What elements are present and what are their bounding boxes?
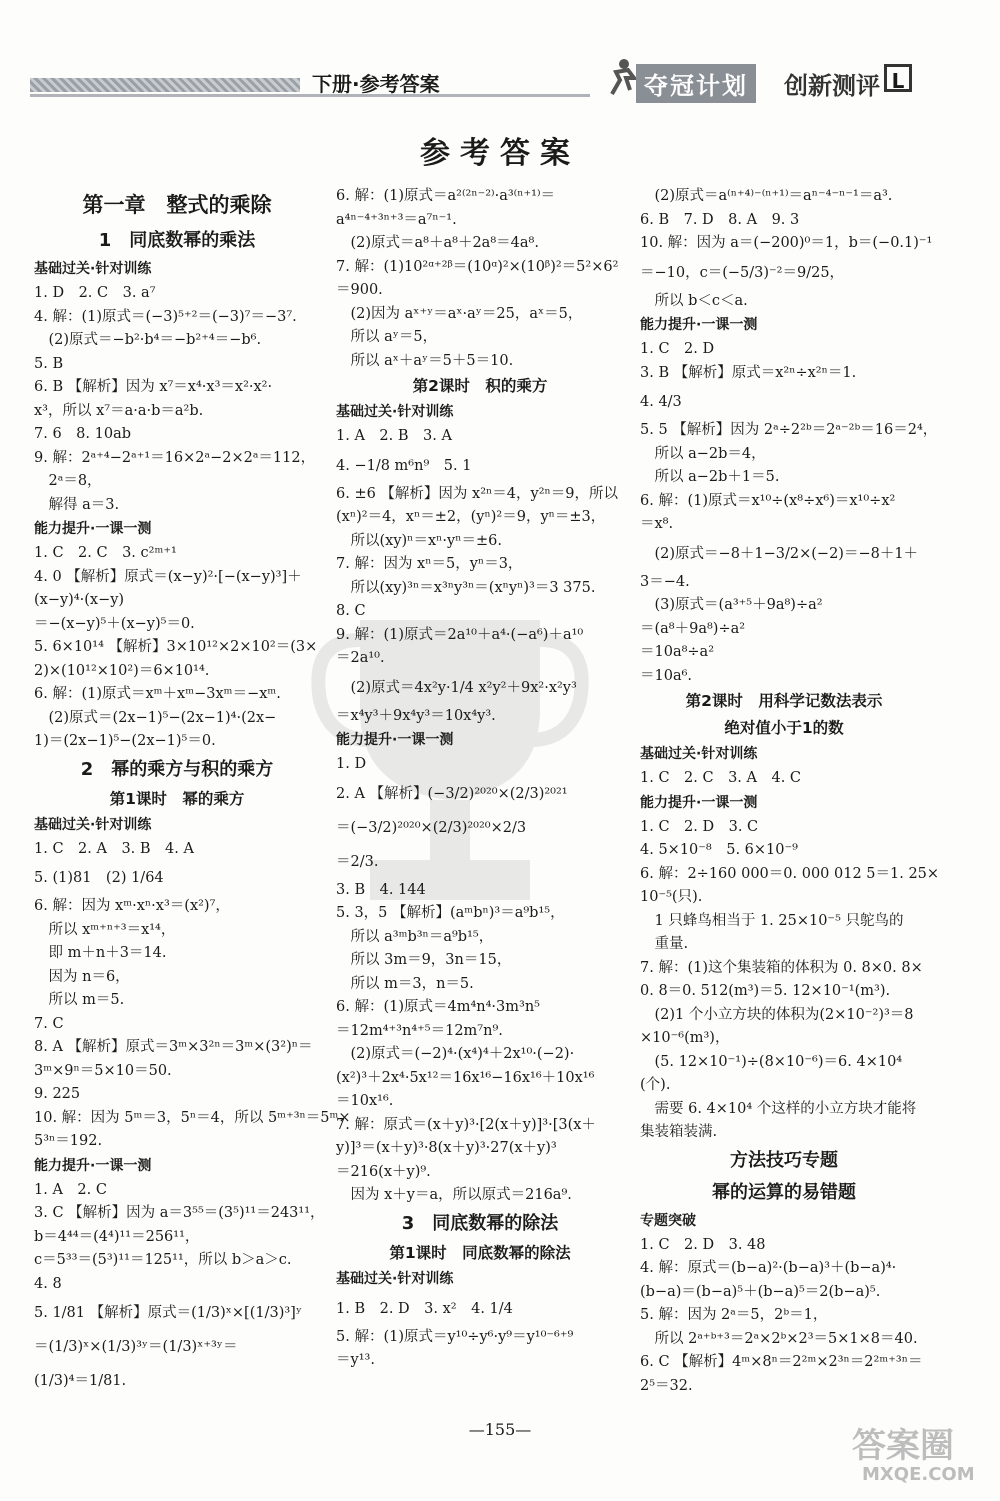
answer-line: ＝(−3/2)²⁰²⁰×(2/3)²⁰²⁰×2/3 xyxy=(336,819,527,836)
answer-line: 2)×(10¹²×10²)＝6×10¹⁴. xyxy=(34,662,210,679)
answer-line: 1. A 2. B 3. A xyxy=(336,428,452,444)
header-stripe xyxy=(30,78,300,92)
answer-line: (2)1 个小立方块的体积为(2×10⁻²)³＝8 xyxy=(640,1006,914,1023)
answer-line: 6. 解：(1)原式＝a²⁽²ⁿ⁻²⁾·a³⁽ⁿ⁺¹⁾＝ xyxy=(336,188,556,204)
answer-line: (2)原式＝a⁸＋a⁸＋2a⁸＝4a⁸. xyxy=(336,235,539,251)
answer-line: ＝x⁸. xyxy=(640,516,674,532)
section-heading: 2 幂的乘方与积的乘方 xyxy=(80,758,274,780)
section-heading: 幂的运算的易错题 xyxy=(712,1181,856,1203)
answer-line: 10. 解：因为 5ᵐ＝3，5ⁿ＝4，所以 5ᵐ⁺³ⁿ＝5ᵐ× xyxy=(34,1109,351,1126)
answer-column-3 xyxy=(640,185,940,1398)
answer-line: 2ᵃ＝8， xyxy=(34,473,102,489)
answer-line: 4. 解：原式＝(b−a)²·(b−a)³＋(b−a)⁴· xyxy=(640,1260,897,1276)
answer-line: (2)原式＝−8＋1−3/2×(−2)＝−8＋1＋ xyxy=(640,545,919,562)
answer-line: 8. C xyxy=(336,603,366,619)
answer-line: ＝2/3. xyxy=(336,853,379,870)
answer-line: 1)＝(2x−1)⁵−(2x−1)⁵＝0. xyxy=(34,733,216,749)
answer-line: 所以(xy)³ⁿ＝x³ⁿy³ⁿ＝(xⁿyⁿ)³＝3 375. xyxy=(336,579,596,596)
answer-line: 0. 8＝0. 512(m³)＝5. 12×10⁻¹(m³). xyxy=(640,983,891,999)
answer-line: 所以 a−2b＝4， xyxy=(640,445,766,462)
page-number: —155— xyxy=(468,1420,532,1439)
answer-line: 所以 m＝3，n＝5. xyxy=(336,975,474,992)
answer-line: 4. 0 【解析】原式＝(x−y)²·[−(x−y)³]＋ xyxy=(34,568,302,585)
section-heading: 第1课时 同底数幂的除法 xyxy=(389,1243,571,1262)
answer-line: (2)原式＝−b²·b⁴＝−b²⁺⁴＝−b⁶. xyxy=(34,332,262,348)
section-heading: 第2课时 积的乘方 xyxy=(412,377,548,395)
answer-line: (1/3)⁴＝1/81. xyxy=(34,1373,127,1389)
answer-line: 所以 2ᵃ⁺ᵇ⁺³＝2ᵃ×2ᵇ×2³＝5×1×8＝40. xyxy=(640,1330,918,1347)
answer-line: 3. B 4. 144 xyxy=(336,881,426,898)
answer-line: 6. 解：(1)原式＝xᵐ＋xᵐ−3xᵐ＝−xᵐ. xyxy=(34,686,281,702)
answer-line: 10⁻⁵(只). xyxy=(640,889,703,905)
answer-line: 2⁵＝32. xyxy=(640,1377,693,1394)
answer-line: 3＝−4. xyxy=(640,573,690,590)
answer-line: ＝x⁴y³＋9x⁴y³＝10x⁴y³. xyxy=(336,707,496,724)
section-heading: 第2课时 用科学记数法表示 xyxy=(685,692,883,710)
answer-line: ＝−(x−y)⁵＋(x−y)⁵＝0. xyxy=(34,615,195,632)
answer-line: 3ᵐ×9ⁿ＝5×10＝50. xyxy=(34,1062,172,1079)
answer-line: 1. D xyxy=(336,756,367,772)
answer-line: 7. 解：原式＝(x＋y)³·[2(x＋y)]³·[3(x＋ xyxy=(336,1116,596,1133)
answer-line: ＝2a¹⁰. xyxy=(336,650,385,666)
answer-line: 所以 a³ᵐb³ⁿ＝a⁹b¹⁵， xyxy=(336,928,494,945)
section-heading: 第一章 整式的乘除 xyxy=(82,193,272,217)
section-label: 能力提升·一课一测 xyxy=(640,794,758,811)
answer-line: 9. 225 xyxy=(34,1086,81,1102)
answer-line: (x²)³＋2x⁴·5x¹²＝16x¹⁶−16x¹⁶＋10x¹⁶ xyxy=(336,1069,595,1086)
answer-line: 1. C 2. C 3. c²ᵐ⁺¹ xyxy=(34,545,177,561)
answer-line: (2)原式＝4x²y·1/4 x²y²＋9x²·x²y³ xyxy=(336,679,577,696)
section-label: 基础过关·针对训练 xyxy=(640,746,758,762)
section-label: 能力提升·一课一测 xyxy=(336,732,454,748)
section-label: 能力提升·一课一测 xyxy=(34,1157,152,1174)
runner-icon xyxy=(606,58,638,96)
answer-line: 5. 1/81 【解析】原式＝(1/3)ˣ×[(1/3)³]ʸ xyxy=(34,1305,302,1321)
page-header xyxy=(0,0,1000,120)
answer-line: 6. ±6 【解析】因为 x²ⁿ＝4，y²ⁿ＝9，所以 xyxy=(336,485,619,502)
answer-line: 1. C 2. D 3. C xyxy=(640,818,759,835)
answer-line: 4. 8 xyxy=(34,1275,62,1292)
answer-line: 1. D 2. C 3. a⁷ xyxy=(34,285,156,301)
answer-line: 重量. xyxy=(640,936,689,952)
answer-line: (x−y)⁴·(x−y) xyxy=(34,592,125,608)
section-label: 基础过关·针对训练 xyxy=(336,1270,454,1287)
answer-line: 5. 6×10¹⁴ 【解析】3×10¹²×2×10²＝(3× xyxy=(34,639,318,655)
answer-line: 9. 解：2ᵃ⁺⁴−2ᵃ⁺¹＝16×2ᵃ−2×2ᵃ＝112， xyxy=(34,449,316,466)
answer-line: 4. 解：(1)原式＝(−3)⁵⁺²＝(−3)⁷＝−3⁷. xyxy=(34,308,297,325)
answer-line: ＝900. xyxy=(336,282,383,298)
answer-line: 1. C 2. D xyxy=(640,341,715,357)
answer-column-2 xyxy=(336,185,624,1373)
answer-line: 所以 a−2b＋1＝5. xyxy=(640,469,780,485)
header-rule xyxy=(30,94,590,97)
logo-subtitle: 创新测评 xyxy=(784,72,880,100)
answer-line: (5. 12×10⁻¹)÷(8×10⁻⁶)＝6. 4×10⁴ xyxy=(640,1053,903,1070)
brand-logo xyxy=(606,58,916,100)
answer-line: 5. (1)81 (2) 1/64 xyxy=(34,870,164,886)
answer-line: 所以 3m＝9，3n＝15， xyxy=(336,952,512,968)
answer-line: (b−a)＝(b−a)⁵＋(b−a)⁵＝2(b−a)⁵. xyxy=(640,1283,881,1300)
answer-line: ＝(a⁸＋9a⁸)÷a² xyxy=(640,620,746,637)
answer-line: 5. B xyxy=(34,355,64,372)
answer-line: 10. 解：因为 a＝(−200)⁰＝1，b＝(−0.1)⁻¹ xyxy=(640,235,933,251)
answer-line: (2)原式＝(2x−1)⁵−(2x−1)⁴·(2x− xyxy=(34,709,277,726)
answer-line: 解得 a＝3. xyxy=(34,496,120,513)
answer-line: 5. 5 【解析】因为 2ᵃ÷2²ᵇ＝2ᵃ⁻²ᵇ＝16＝2⁴， xyxy=(640,422,938,438)
answer-line: 6. 解：2÷160 000＝0. 000 012 5＝1. 25× xyxy=(640,865,940,882)
section-heading: 方法技巧专题 xyxy=(730,1149,838,1171)
watermark-url: MXQE.COM xyxy=(862,1464,975,1485)
answer-line: 所以 xᵐ⁺ⁿ⁺³＝x¹⁴， xyxy=(34,921,176,938)
answer-line: 因为 n＝6， xyxy=(34,968,130,985)
answer-line: ＝−10，c＝(−5/3)⁻²＝9/25， xyxy=(640,264,845,281)
section-heading: 1 同底数幂的乘法 xyxy=(98,230,256,251)
answer-line: 5. 3，5 【解析】(aᵐbⁿ)³＝a⁹b¹⁵， xyxy=(336,905,565,921)
answer-line: 1. C 2. C 3. A 4. C xyxy=(640,770,802,786)
answer-line: 需要 6. 4×10⁴ 个这样的小立方块才能将 xyxy=(640,1100,917,1117)
answer-line: 5. 解：因为 2ᵃ＝5，2ᵇ＝1， xyxy=(640,1307,828,1323)
answer-line: 集装箱装满. xyxy=(640,1124,718,1140)
answer-line: ＝10a⁶. xyxy=(640,667,693,684)
answer-line: 6. 解：(1)原式＝4m⁴n⁴·3m³n⁵ xyxy=(336,999,540,1015)
answer-line: (xⁿ)²＝4，xⁿ＝±2，(yⁿ)²＝9，yⁿ＝±3， xyxy=(336,509,606,525)
answer-line: 7. 解：(1)10²ᵅ⁺²ᵝ＝(10ᵅ)²×(10ᵝ)²＝5²×6² xyxy=(336,258,619,275)
answer-line: 因为 x＋y＝a，所以原式＝216a⁹. xyxy=(336,1187,572,1203)
answer-line: 4. −1/8 m⁶n⁹ 5. 1 xyxy=(336,457,472,474)
section-label: 基础过关·针对训练 xyxy=(336,404,454,420)
answer-line: 6. B 7. D 8. A 9. 3 xyxy=(640,211,800,228)
answer-line: 1. C 2. D 3. 48 xyxy=(640,1236,766,1253)
answer-line: b＝4⁴⁴＝(4⁴)¹¹＝256¹¹， xyxy=(34,1228,200,1245)
answer-line: 2. A 【解析】(−3/2)²⁰²⁰×(2/3)²⁰²¹ xyxy=(336,785,568,802)
page-title: 参考答案 xyxy=(420,136,580,171)
answer-line: 4. 5×10⁻⁸ 5. 6×10⁻⁹ xyxy=(640,842,798,858)
answer-line: 1. B 2. D 3. x² 4. 1/4 xyxy=(336,1300,513,1317)
section-label: 基础过关·针对训练 xyxy=(34,261,152,277)
answer-line: 9. 解：(1)原式＝2a¹⁰＋a⁴·(−a⁶)＋a¹⁰ xyxy=(336,626,584,643)
answer-line: 8. A 【解析】原式＝3ᵐ×3²ⁿ＝3ᵐ×(3²)ⁿ＝ xyxy=(34,1039,313,1055)
answer-line: a⁴ⁿ⁻⁴⁺³ⁿ⁺³＝a⁷ⁿ⁻¹. xyxy=(336,211,457,228)
answer-line: ×10⁻⁶(m³)， xyxy=(640,1030,730,1046)
logo-text: 夺冠计划 xyxy=(636,64,756,103)
answer-line: 7. 6 8. 10ab xyxy=(34,426,131,442)
section-label: 专题突破 xyxy=(640,1212,696,1229)
answer-line: 5³ⁿ＝192. xyxy=(34,1133,103,1149)
answer-line: 7. 解：(1)这个集装箱的体积为 0. 8×0. 8× xyxy=(640,959,923,976)
answer-line: ＝10a⁸÷a² xyxy=(640,644,715,660)
answer-line: 所以 b＜c＜a. xyxy=(640,292,748,309)
answer-line: 6. C 【解析】4ᵐ×8ⁿ＝2²ᵐ×2³ⁿ＝2²ᵐ⁺³ⁿ＝ xyxy=(640,1354,923,1370)
section-label: 基础过关·针对训练 xyxy=(34,816,152,833)
answer-line: ＝12m⁴⁺³n⁴⁺⁵＝12m⁷n⁹. xyxy=(336,1022,503,1039)
section-heading: 绝对值小于1的数 xyxy=(724,719,844,737)
answer-line: 6. 解：(1)原式＝x¹⁰÷(x⁸÷x⁶)＝x¹⁰÷x² xyxy=(640,492,896,509)
answer-line: 5. 解：(1)原式＝y¹⁰÷y⁶·y⁹＝y¹⁰⁻⁶⁺⁹ xyxy=(336,1328,574,1345)
section-label: 能力提升·一课一测 xyxy=(34,521,152,537)
watermark-title: 答案圈 xyxy=(852,1426,954,1466)
answer-line: (2)原式＝(−2)⁴·(x⁴)⁴＋2x¹⁰·(−2)· xyxy=(336,1046,575,1062)
section-label: 能力提升·一课一测 xyxy=(640,317,758,333)
answer-line: 所以 aˣ＋aʸ＝5＋5＝10. xyxy=(336,352,514,369)
answer-line: 1. A 2. C xyxy=(34,1181,107,1198)
answer-line: c＝5³³＝(5³)¹¹＝125¹¹，所以 b＞a＞c. xyxy=(34,1252,292,1268)
answer-line: 6. 解：因为 xᵐ·xⁿ·x³＝(x²)⁷， xyxy=(34,898,230,914)
answer-line: 3. C 【解析】因为 a＝3⁵⁵＝(3⁵)¹¹＝243¹¹， xyxy=(34,1205,325,1221)
answer-line: (个). xyxy=(640,1077,671,1093)
answer-line: x³，所以 x⁷＝a·a·b＝a²b. xyxy=(34,402,204,419)
answer-line: 6. B 【解析】因为 x⁷＝x⁴·x³＝x²·x²· xyxy=(34,379,273,395)
section-heading: 第1课时 幂的乘方 xyxy=(109,789,245,808)
answer-line: ＝216(x＋y)⁹. xyxy=(336,1163,431,1180)
answer-line: 3. B 【解析】原式＝x²ⁿ÷x²ⁿ＝1. xyxy=(640,364,857,381)
answer-line: ＝(1/3)ˣ×(1/3)³ʸ＝(1/3)ˣ⁺³ʸ＝ xyxy=(34,1339,238,1355)
answer-line: 所以(xy)ⁿ＝xⁿ·yⁿ＝±6. xyxy=(336,532,502,549)
answer-line: 1. C 2. A 3. B 4. A xyxy=(34,840,194,857)
answer-line: 7. 解：因为 xⁿ＝5，yⁿ＝3， xyxy=(336,556,523,572)
answer-line: ＝10x¹⁶. xyxy=(336,1093,394,1109)
answer-line: (2)原式＝a⁽ⁿ⁺⁴⁾⁻⁽ⁿ⁺¹⁾＝aⁿ⁻⁴⁻ⁿ⁻¹＝a³. xyxy=(640,188,893,204)
section-label: 下册·参考答案 xyxy=(312,72,440,96)
answer-line: 4. 4/3 xyxy=(640,394,682,410)
answer-line: 7. C xyxy=(34,1015,64,1032)
answer-line: ＝y¹³. xyxy=(336,1352,375,1368)
answer-line: (3)原式＝(a³⁺⁵＋9a⁸)÷a² xyxy=(640,597,823,613)
answer-line: y)]³＝(x＋y)³·8(x＋y)³·27(x＋y)³ xyxy=(336,1140,557,1156)
answer-line: (2)因为 aˣ⁺ʸ＝aˣ·aʸ＝25，aˣ＝5， xyxy=(336,305,583,322)
answer-line: 所以 m＝5. xyxy=(34,992,125,1008)
answer-line: 即 m＋n＋3＝14. xyxy=(34,945,167,961)
answer-line: 1 只蜂鸟相当于 1. 25×10⁻⁵ 只鸵鸟的 xyxy=(640,912,904,929)
site-watermark xyxy=(848,1418,988,1488)
logo-badge: L xyxy=(884,64,912,92)
section-heading: 3 同底数幂的除法 xyxy=(401,1212,559,1234)
answer-line: 所以 aʸ＝5， xyxy=(336,329,438,345)
